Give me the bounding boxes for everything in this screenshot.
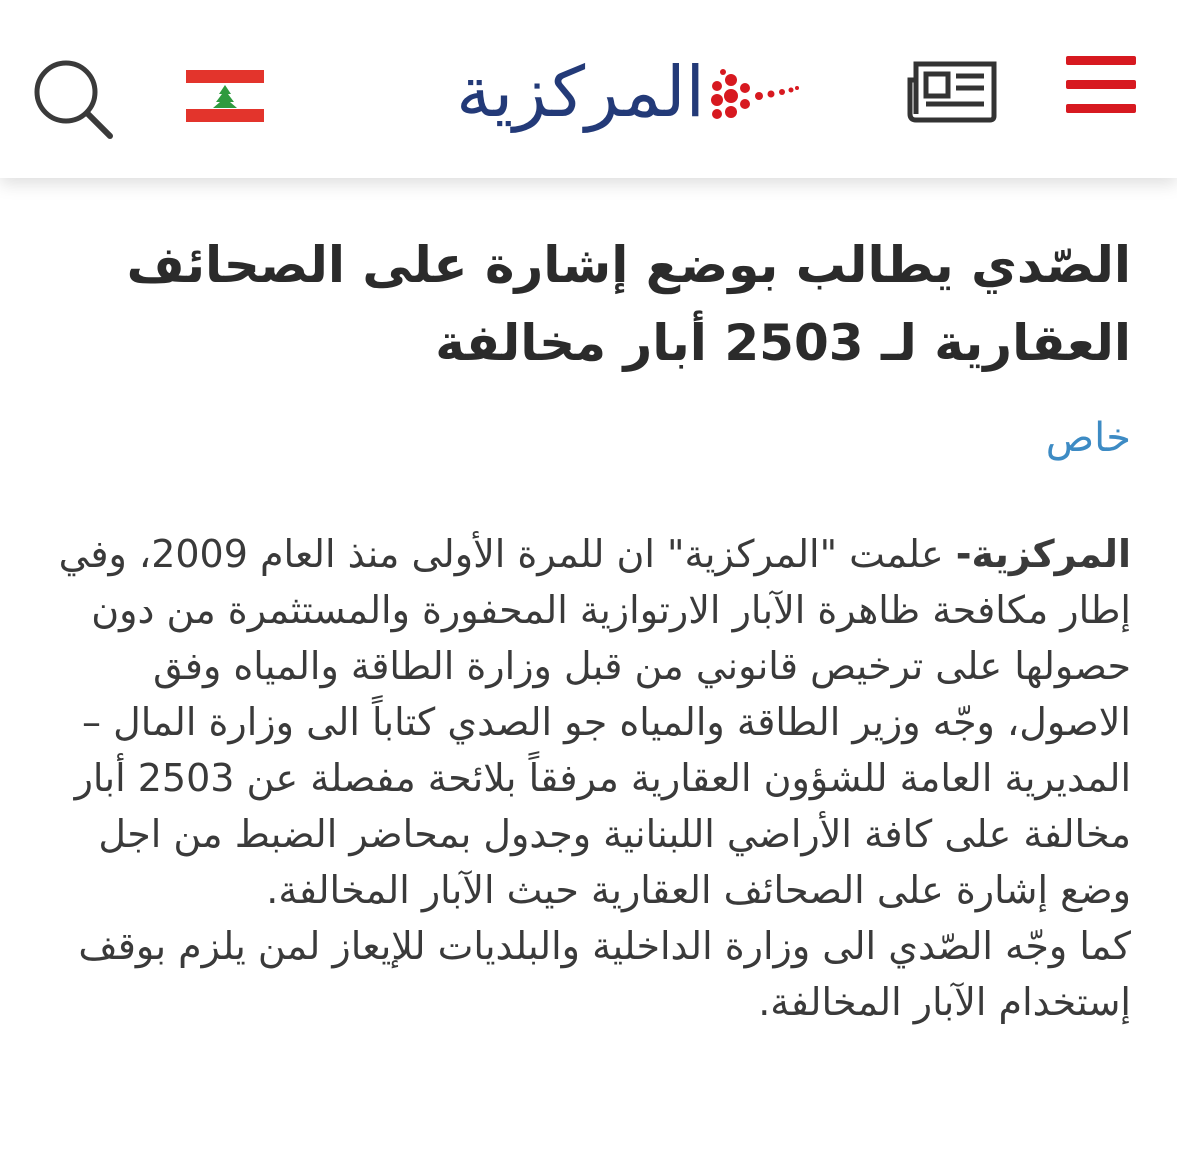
paragraph-1 (41, 526, 1131, 918)
article-body (41, 526, 1131, 1030)
logo-text: المركزية (456, 51, 705, 133)
search-icon[interactable] (30, 58, 116, 140)
category-link[interactable]: خاص (1045, 415, 1131, 461)
top-header (0, 0, 1177, 178)
lead-source: المركزية- (955, 532, 1131, 576)
paragraph-2: كما وجّه الصّدي الى وزارة الداخلية والبلديات للإيعاز لمن يلزم بوقف إستخدام الآبار المخالفة. (78, 924, 1131, 1024)
newspaper-icon[interactable] (906, 58, 998, 124)
hamburger-menu-icon[interactable] (1066, 56, 1136, 114)
article-title: الصّدي يطالب بوضع إشارة على الصحائف العقارية لـ 2503 أبار مخالفة (126, 236, 1131, 372)
logo-mark-icon (705, 58, 800, 138)
site-logo[interactable] (375, 40, 800, 150)
lebanon-flag-icon[interactable] (186, 70, 264, 122)
paragraph-1-text: علمت "المركزية" ان للمرة الأولى منذ العام 2009، وفي إطار مكافحة ظاهرة الآبار الارتوازية المحفورة والمستثمرة من دون حصولها على ترخيص قانوني من قبل وزارة الطاقة والمياه وفق الاصول، وجّه وزير الطاقة والمياه جو الصدي كتاباً الى وزارة المال – المديرية العامة للشؤون العقارية مرفقاً بلائحة مفصلة عن 2503 أبار مخالفة على كافة الأراضي اللبنانية وجدول بمحاضر الضبط من اجل وضع إشارة على الصحائف العقارية حيث الآبار المخالفة. (58, 532, 1131, 912)
